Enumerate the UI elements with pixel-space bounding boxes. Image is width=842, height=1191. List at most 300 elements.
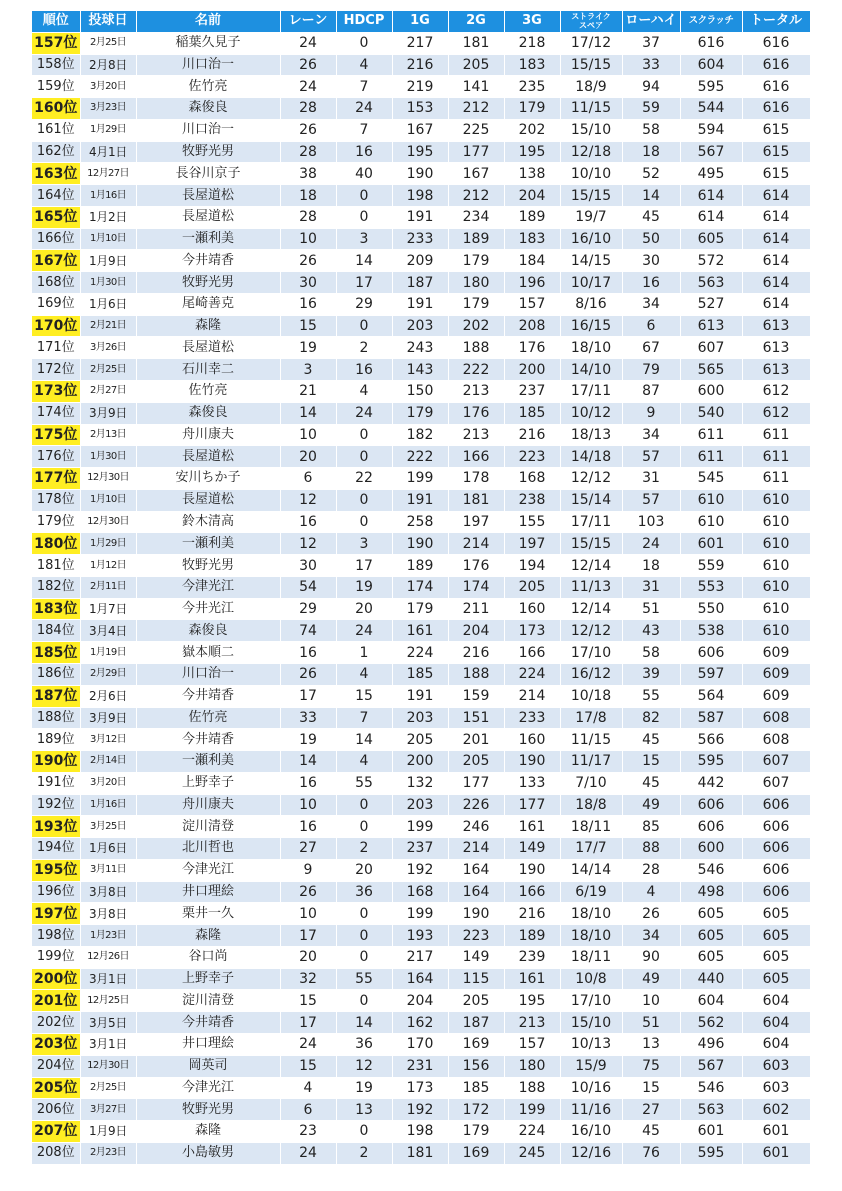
game-1-cell: 193	[392, 925, 448, 947]
game-1-cell: 181	[392, 1142, 448, 1164]
hdcp-cell: 13	[336, 1099, 392, 1121]
game-2-cell: 172	[448, 1099, 504, 1121]
game-3-cell: 239	[504, 946, 560, 968]
game-3-cell: 224	[504, 1121, 560, 1143]
table-row	[32, 555, 810, 577]
lane-cell: 16	[280, 511, 336, 533]
rank-cell: 181位	[32, 555, 80, 577]
name-cell: 長屋道松	[136, 206, 280, 228]
game-2-cell: 214	[448, 838, 504, 860]
lane-cell: 16	[280, 772, 336, 794]
name-cell: 長屋道松	[136, 489, 280, 511]
date-cell: 12月26日	[80, 946, 136, 968]
game-1-cell: 185	[392, 663, 448, 685]
total-cell: 601	[742, 1142, 810, 1164]
game-2-cell: 197	[448, 511, 504, 533]
low-high-cell: 18	[622, 555, 680, 577]
date-cell: 1月16日	[80, 185, 136, 207]
total-cell: 612	[742, 402, 810, 424]
game-2-cell: 226	[448, 794, 504, 816]
date-cell: 2月21日	[80, 315, 136, 337]
strike-spare-cell: 16/10	[560, 228, 622, 250]
header-hdcp: HDCP	[336, 11, 392, 32]
name-cell: 牧野光男	[136, 272, 280, 294]
low-high-cell: 90	[622, 946, 680, 968]
strike-spare-cell: 17/11	[560, 511, 622, 533]
date-cell: 12月30日	[80, 511, 136, 533]
scratch-cell: 605	[680, 903, 742, 925]
rank-cell: 197位	[32, 903, 80, 925]
rank-cell: 189位	[32, 729, 80, 751]
header-low-high: ローハイ	[622, 11, 680, 32]
total-cell: 609	[742, 685, 810, 707]
game-1-cell: 191	[392, 685, 448, 707]
game-2-cell: 169	[448, 1142, 504, 1164]
strike-spare-cell: 16/10	[560, 1121, 622, 1143]
table-row	[32, 1077, 810, 1099]
hdcp-cell: 29	[336, 293, 392, 315]
hdcp-cell: 22	[336, 468, 392, 490]
header-game-3: 3G	[504, 11, 560, 32]
lane-cell: 38	[280, 163, 336, 185]
strike-spare-cell: 11/16	[560, 1099, 622, 1121]
rank-cell: 183位	[32, 598, 80, 620]
table-row	[32, 293, 810, 315]
total-cell: 606	[742, 859, 810, 881]
table-row	[32, 1142, 810, 1164]
name-cell: 石川幸二	[136, 359, 280, 381]
total-cell: 614	[742, 185, 810, 207]
strike-spare-cell: 18/9	[560, 76, 622, 98]
game-1-cell: 191	[392, 293, 448, 315]
game-3-cell: 176	[504, 337, 560, 359]
strike-spare-cell: 12/18	[560, 141, 622, 163]
lane-cell: 20	[280, 446, 336, 468]
scratch-cell: 611	[680, 446, 742, 468]
lane-cell: 26	[280, 250, 336, 272]
strike-spare-cell: 18/10	[560, 903, 622, 925]
rank-cell: 161位	[32, 119, 80, 141]
date-cell: 3月9日	[80, 707, 136, 729]
table-row	[32, 925, 810, 947]
date-cell: 3月20日	[80, 772, 136, 794]
total-cell: 605	[742, 925, 810, 947]
low-high-cell: 18	[622, 141, 680, 163]
name-cell: 上野幸子	[136, 772, 280, 794]
table-row	[32, 1012, 810, 1034]
total-cell: 616	[742, 98, 810, 120]
rank-cell: 176位	[32, 446, 80, 468]
lane-cell: 24	[280, 1033, 336, 1055]
game-3-cell: 237	[504, 381, 560, 403]
strike-spare-cell: 19/7	[560, 206, 622, 228]
name-cell: 安川ちか子	[136, 468, 280, 490]
scratch-cell: 559	[680, 555, 742, 577]
date-cell: 3月1日	[80, 1033, 136, 1055]
table-row	[32, 663, 810, 685]
scratch-cell: 563	[680, 1099, 742, 1121]
name-cell: 舟川康夫	[136, 794, 280, 816]
game-2-cell: 225	[448, 119, 504, 141]
table-row	[32, 794, 810, 816]
strike-spare-cell: 11/15	[560, 98, 622, 120]
game-3-cell: 168	[504, 468, 560, 490]
game-3-cell: 138	[504, 163, 560, 185]
game-3-cell: 195	[504, 141, 560, 163]
scratch-cell: 565	[680, 359, 742, 381]
strike-spare-cell: 17/7	[560, 838, 622, 860]
game-1-cell: 222	[392, 446, 448, 468]
total-cell: 609	[742, 663, 810, 685]
lane-cell: 17	[280, 685, 336, 707]
scratch-cell: 614	[680, 185, 742, 207]
date-cell: 1月6日	[80, 838, 136, 860]
scratch-cell: 600	[680, 381, 742, 403]
game-1-cell: 203	[392, 315, 448, 337]
low-high-cell: 76	[622, 1142, 680, 1164]
rank-cell: 187位	[32, 685, 80, 707]
low-high-cell: 45	[622, 206, 680, 228]
strike-spare-cell: 15/14	[560, 489, 622, 511]
lane-cell: 20	[280, 946, 336, 968]
date-cell: 4月1日	[80, 141, 136, 163]
date-cell: 1月30日	[80, 446, 136, 468]
name-cell: 栗井一久	[136, 903, 280, 925]
lane-cell: 6	[280, 468, 336, 490]
strike-spare-cell: 10/16	[560, 1077, 622, 1099]
lane-cell: 16	[280, 293, 336, 315]
low-high-cell: 49	[622, 794, 680, 816]
hdcp-cell: 4	[336, 54, 392, 76]
total-cell: 606	[742, 838, 810, 860]
hdcp-cell: 7	[336, 76, 392, 98]
strike-spare-cell: 15/10	[560, 1012, 622, 1034]
total-cell: 614	[742, 293, 810, 315]
game-1-cell: 198	[392, 1121, 448, 1143]
name-cell: 森俊良	[136, 402, 280, 424]
hdcp-cell: 24	[336, 620, 392, 642]
game-1-cell: 173	[392, 1077, 448, 1099]
total-cell: 610	[742, 598, 810, 620]
hdcp-cell: 0	[336, 794, 392, 816]
scratch-cell: 567	[680, 1055, 742, 1077]
rank-cell: 158位	[32, 54, 80, 76]
total-cell: 607	[742, 751, 810, 773]
total-cell: 614	[742, 272, 810, 294]
scratch-cell: 600	[680, 838, 742, 860]
total-cell: 613	[742, 337, 810, 359]
hdcp-cell: 40	[336, 163, 392, 185]
game-3-cell: 218	[504, 32, 560, 54]
table-row	[32, 315, 810, 337]
table-row	[32, 98, 810, 120]
table-row	[32, 816, 810, 838]
total-cell: 608	[742, 707, 810, 729]
date-cell: 12月25日	[80, 990, 136, 1012]
name-cell: 長屋道松	[136, 446, 280, 468]
date-cell: 2月23日	[80, 1142, 136, 1164]
low-high-cell: 52	[622, 163, 680, 185]
name-cell: 川口治一	[136, 54, 280, 76]
strike-spare-cell: 10/13	[560, 1033, 622, 1055]
scratch-cell: 597	[680, 663, 742, 685]
scratch-cell: 496	[680, 1033, 742, 1055]
low-high-cell: 49	[622, 968, 680, 990]
game-2-cell: 167	[448, 163, 504, 185]
name-cell: 森俊良	[136, 620, 280, 642]
game-1-cell: 199	[392, 468, 448, 490]
date-cell: 3月25日	[80, 816, 136, 838]
scratch-cell: 562	[680, 1012, 742, 1034]
lane-cell: 26	[280, 663, 336, 685]
game-2-cell: 212	[448, 185, 504, 207]
low-high-cell: 57	[622, 446, 680, 468]
lane-cell: 10	[280, 424, 336, 446]
lane-cell: 30	[280, 272, 336, 294]
hdcp-cell: 16	[336, 359, 392, 381]
header-row	[32, 11, 810, 32]
date-cell: 2月25日	[80, 1077, 136, 1099]
scratch-cell: 564	[680, 685, 742, 707]
scratch-cell: 546	[680, 859, 742, 881]
game-1-cell: 219	[392, 76, 448, 98]
name-cell: 上野幸子	[136, 968, 280, 990]
lane-cell: 28	[280, 141, 336, 163]
game-3-cell: 180	[504, 1055, 560, 1077]
name-cell: 淀川清登	[136, 990, 280, 1012]
hdcp-cell: 0	[336, 206, 392, 228]
rank-cell: 193位	[32, 816, 80, 838]
name-cell: 今井靖香	[136, 685, 280, 707]
low-high-cell: 4	[622, 881, 680, 903]
rank-cell: 167位	[32, 250, 80, 272]
low-high-cell: 39	[622, 663, 680, 685]
name-cell: 一瀬利美	[136, 751, 280, 773]
game-3-cell: 223	[504, 446, 560, 468]
game-3-cell: 216	[504, 903, 560, 925]
total-cell: 606	[742, 816, 810, 838]
name-cell: 稲葉久見子	[136, 32, 280, 54]
game-2-cell: 188	[448, 337, 504, 359]
table-row	[32, 163, 810, 185]
lane-cell: 19	[280, 337, 336, 359]
game-2-cell: 169	[448, 1033, 504, 1055]
lane-cell: 27	[280, 838, 336, 860]
strike-spare-cell: 18/11	[560, 946, 622, 968]
strike-spare-cell: 12/12	[560, 620, 622, 642]
scratch-cell: 546	[680, 1077, 742, 1099]
scratch-cell: 595	[680, 751, 742, 773]
rank-cell: 200位	[32, 968, 80, 990]
date-cell: 2月11日	[80, 576, 136, 598]
game-2-cell: 164	[448, 859, 504, 881]
total-cell: 604	[742, 1033, 810, 1055]
strike-spare-cell: 14/15	[560, 250, 622, 272]
strike-spare-cell: 12/16	[560, 1142, 622, 1164]
game-1-cell: 182	[392, 424, 448, 446]
date-cell: 1月9日	[80, 1121, 136, 1143]
date-cell: 12月27日	[80, 163, 136, 185]
game-1-cell: 189	[392, 555, 448, 577]
game-1-cell: 199	[392, 816, 448, 838]
strike-spare-cell: 11/17	[560, 751, 622, 773]
hdcp-cell: 0	[336, 946, 392, 968]
hdcp-cell: 0	[336, 185, 392, 207]
strike-spare-cell: 14/14	[560, 859, 622, 881]
game-2-cell: 187	[448, 1012, 504, 1034]
table-row	[32, 990, 810, 1012]
scratch-cell: 606	[680, 816, 742, 838]
strike-spare-cell: 10/17	[560, 272, 622, 294]
low-high-cell: 51	[622, 1012, 680, 1034]
table-row	[32, 1033, 810, 1055]
name-cell: 小島敏男	[136, 1142, 280, 1164]
date-cell: 1月12日	[80, 555, 136, 577]
scratch-cell: 595	[680, 76, 742, 98]
scratch-cell: 601	[680, 1121, 742, 1143]
total-cell: 610	[742, 555, 810, 577]
game-3-cell: 238	[504, 489, 560, 511]
hdcp-cell: 55	[336, 772, 392, 794]
game-3-cell: 199	[504, 1099, 560, 1121]
low-high-cell: 103	[622, 511, 680, 533]
date-cell: 3月11日	[80, 859, 136, 881]
game-3-cell: 205	[504, 576, 560, 598]
strike-spare-cell: 15/15	[560, 54, 622, 76]
name-cell: 牧野光男	[136, 141, 280, 163]
table-row	[32, 185, 810, 207]
low-high-cell: 14	[622, 185, 680, 207]
game-2-cell: 204	[448, 620, 504, 642]
game-3-cell: 214	[504, 685, 560, 707]
game-1-cell: 132	[392, 772, 448, 794]
lane-cell: 23	[280, 1121, 336, 1143]
strike-spare-cell: 8/16	[560, 293, 622, 315]
rank-cell: 184位	[32, 620, 80, 642]
low-high-cell: 87	[622, 381, 680, 403]
name-cell: 川口治一	[136, 663, 280, 685]
date-cell: 3月26日	[80, 337, 136, 359]
hdcp-cell: 3	[336, 533, 392, 555]
table-row	[32, 946, 810, 968]
game-3-cell: 190	[504, 859, 560, 881]
rank-cell: 186位	[32, 663, 80, 685]
hdcp-cell: 12	[336, 1055, 392, 1077]
game-2-cell: 190	[448, 903, 504, 925]
total-cell: 613	[742, 315, 810, 337]
table-row	[32, 76, 810, 98]
table-row	[32, 707, 810, 729]
strike-spare-cell: 10/8	[560, 968, 622, 990]
rank-cell: 185位	[32, 642, 80, 664]
low-high-cell: 6	[622, 315, 680, 337]
scratch-cell: 610	[680, 489, 742, 511]
game-1-cell: 164	[392, 968, 448, 990]
table-row	[32, 228, 810, 250]
table-row	[32, 881, 810, 903]
lane-cell: 30	[280, 555, 336, 577]
game-3-cell: 179	[504, 98, 560, 120]
game-3-cell: 155	[504, 511, 560, 533]
lane-cell: 16	[280, 642, 336, 664]
low-high-cell: 57	[622, 489, 680, 511]
game-1-cell: 192	[392, 859, 448, 881]
game-1-cell: 153	[392, 98, 448, 120]
lane-cell: 26	[280, 54, 336, 76]
game-2-cell: 180	[448, 272, 504, 294]
header-lane: レーン	[280, 11, 336, 32]
table-row	[32, 576, 810, 598]
rank-cell: 207位	[32, 1121, 80, 1143]
lane-cell: 12	[280, 489, 336, 511]
header-scratch: スクラッチ	[680, 11, 742, 32]
game-3-cell: 149	[504, 838, 560, 860]
hdcp-cell: 17	[336, 272, 392, 294]
lane-cell: 17	[280, 925, 336, 947]
game-2-cell: 234	[448, 206, 504, 228]
date-cell: 1月16日	[80, 794, 136, 816]
name-cell: 北川哲也	[136, 838, 280, 860]
rank-cell: 165位	[32, 206, 80, 228]
lane-cell: 4	[280, 1077, 336, 1099]
game-1-cell: 205	[392, 729, 448, 751]
strike-spare-cell: 10/10	[560, 163, 622, 185]
game-2-cell: 179	[448, 250, 504, 272]
total-cell: 610	[742, 511, 810, 533]
low-high-cell: 16	[622, 272, 680, 294]
game-2-cell: 179	[448, 293, 504, 315]
lane-cell: 12	[280, 533, 336, 555]
scratch-cell: 614	[680, 206, 742, 228]
strike-spare-cell: 10/18	[560, 685, 622, 707]
rank-cell: 180位	[32, 533, 80, 555]
scratch-cell: 550	[680, 598, 742, 620]
low-high-cell: 31	[622, 576, 680, 598]
total-cell: 611	[742, 468, 810, 490]
name-cell: 森隆	[136, 1121, 280, 1143]
name-cell: 今井靖香	[136, 1012, 280, 1034]
scratch-cell: 440	[680, 968, 742, 990]
game-2-cell: 214	[448, 533, 504, 555]
scratch-cell: 498	[680, 881, 742, 903]
date-cell: 2月14日	[80, 751, 136, 773]
rank-cell: 195位	[32, 859, 80, 881]
game-3-cell: 161	[504, 968, 560, 990]
rank-cell: 172位	[32, 359, 80, 381]
lane-cell: 10	[280, 228, 336, 250]
scratch-cell: 605	[680, 946, 742, 968]
table-row	[32, 272, 810, 294]
low-high-cell: 45	[622, 772, 680, 794]
lane-cell: 19	[280, 729, 336, 751]
game-3-cell: 160	[504, 729, 560, 751]
low-high-cell: 26	[622, 903, 680, 925]
low-high-cell: 58	[622, 642, 680, 664]
game-2-cell: 185	[448, 1077, 504, 1099]
lane-cell: 54	[280, 576, 336, 598]
table-row	[32, 424, 810, 446]
total-cell: 601	[742, 1121, 810, 1143]
hdcp-cell: 0	[336, 424, 392, 446]
scratch-cell: 613	[680, 315, 742, 337]
rank-cell: 173位	[32, 381, 80, 403]
lane-cell: 32	[280, 968, 336, 990]
rank-cell: 175位	[32, 424, 80, 446]
game-1-cell: 231	[392, 1055, 448, 1077]
date-cell: 1月23日	[80, 925, 136, 947]
strike-spare-cell: 18/10	[560, 337, 622, 359]
table-row	[32, 838, 810, 860]
